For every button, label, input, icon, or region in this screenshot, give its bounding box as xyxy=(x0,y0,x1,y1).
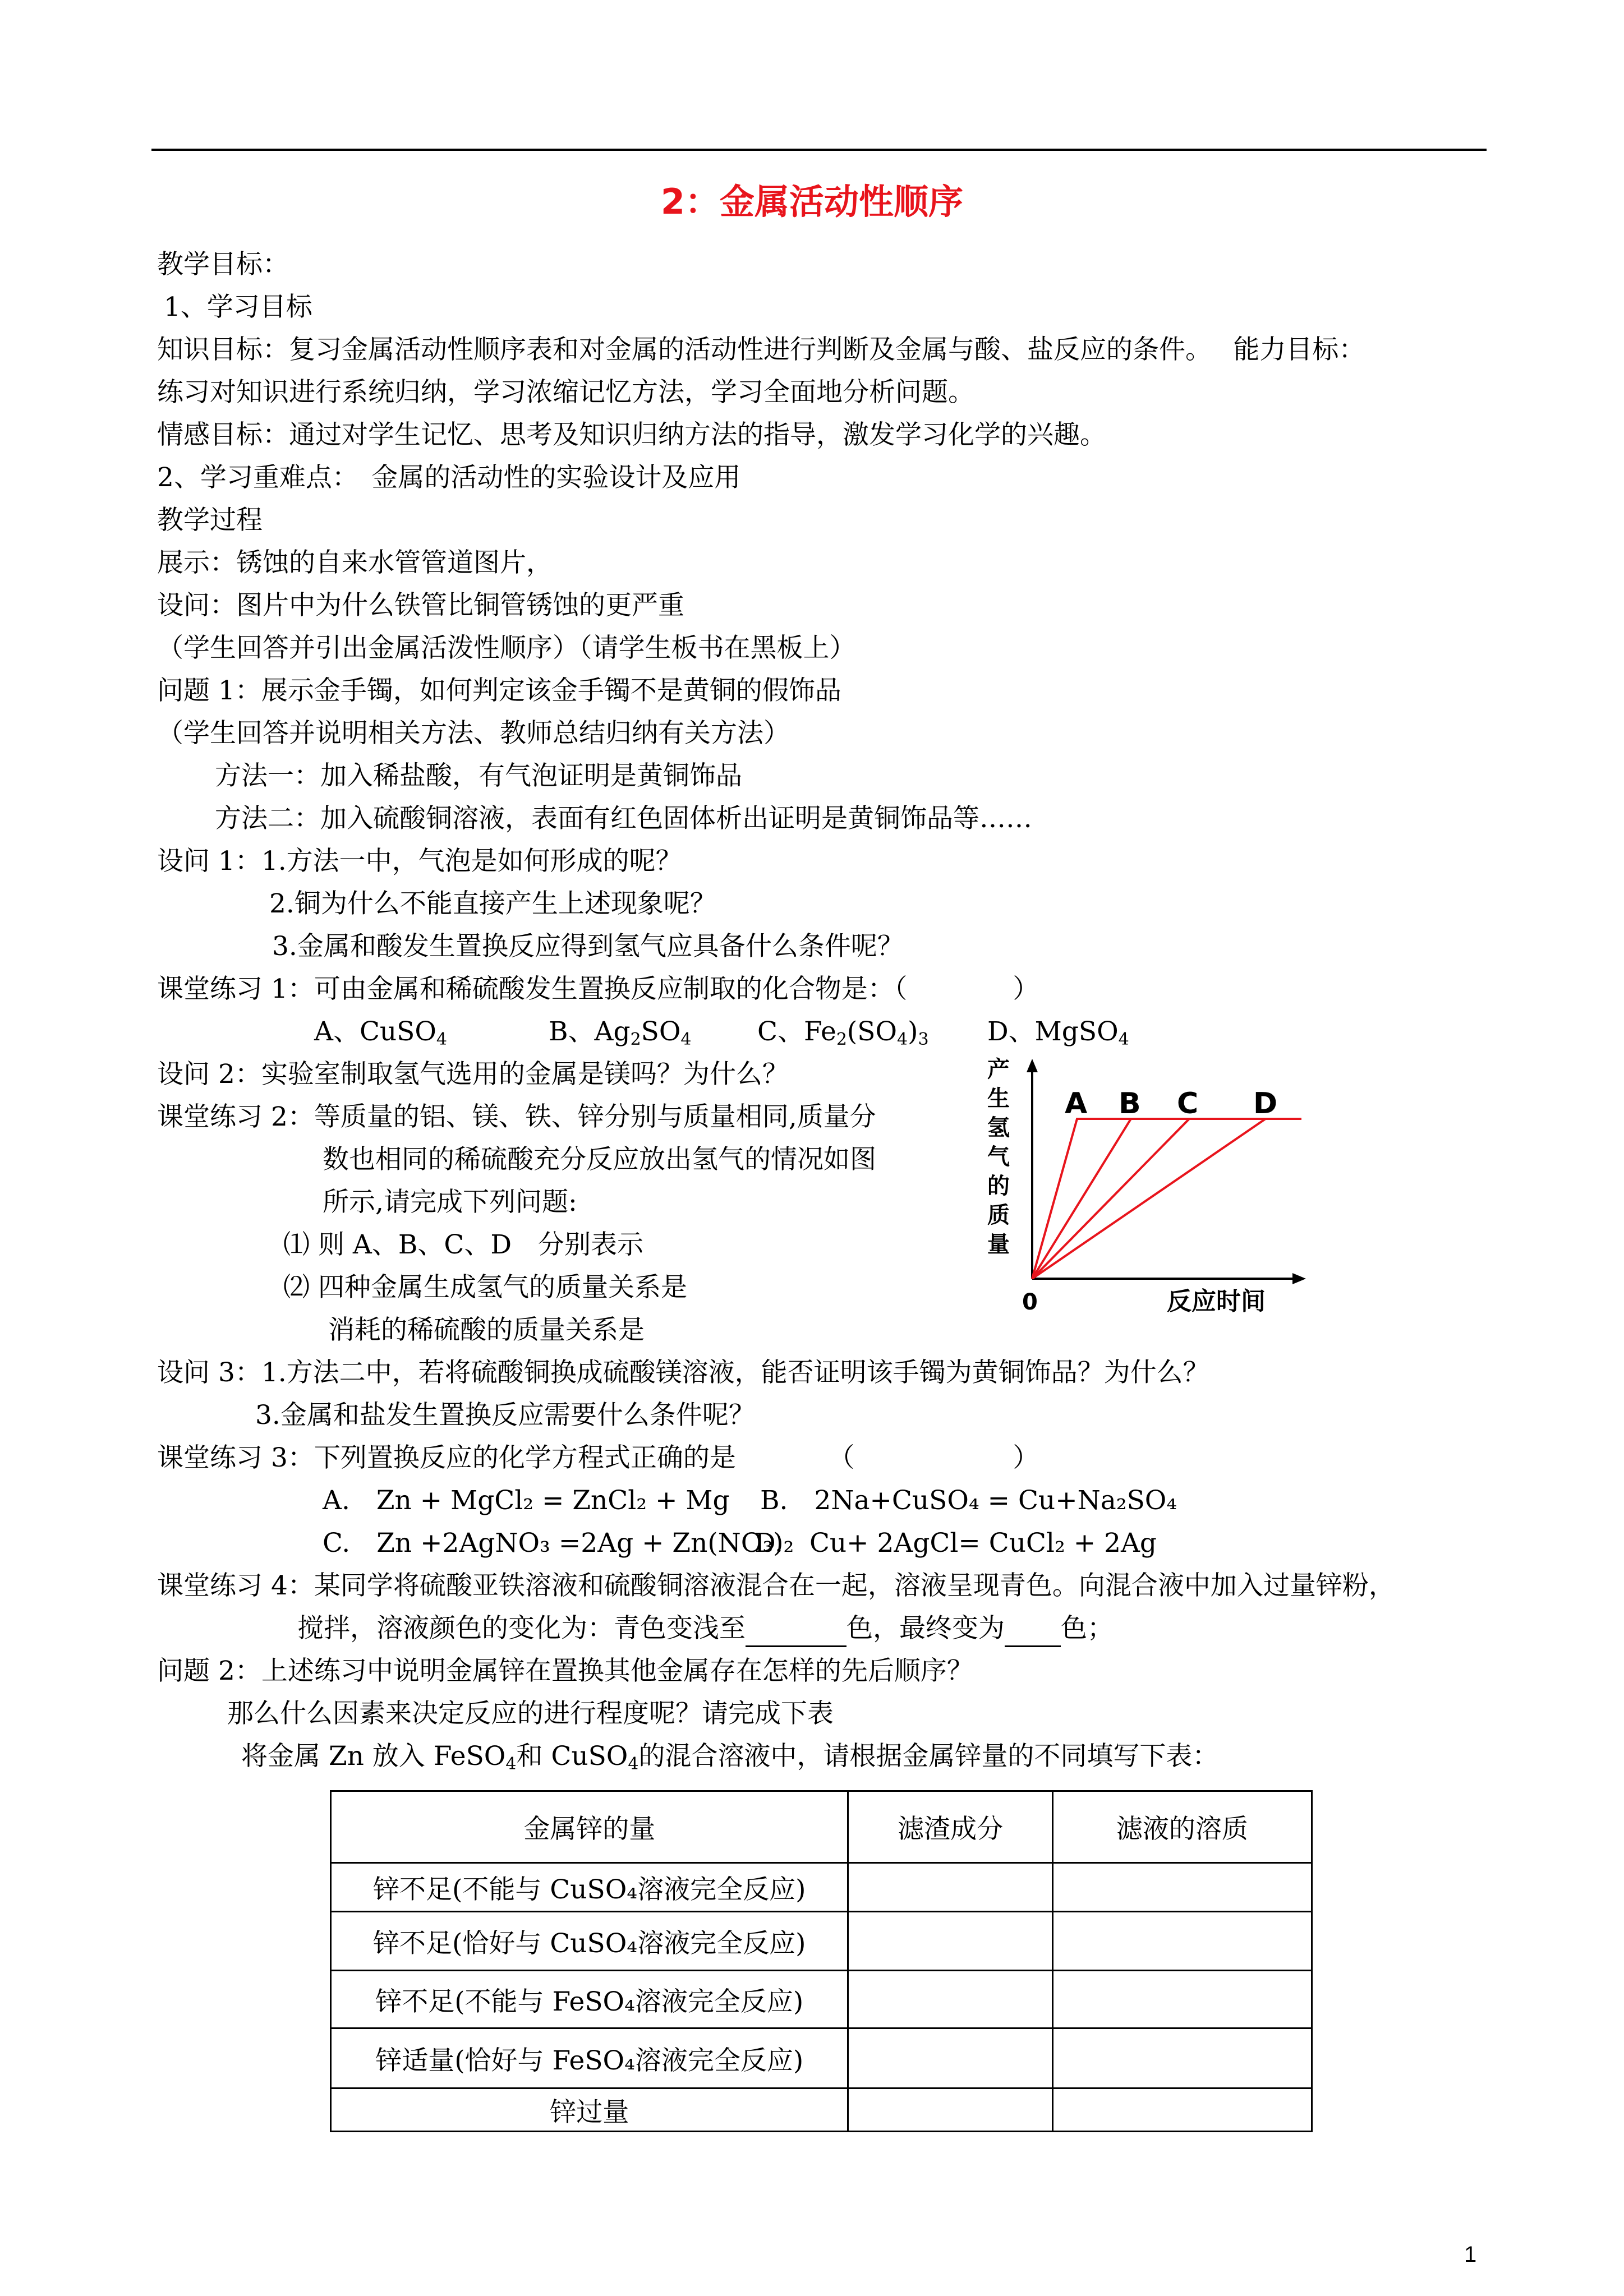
series-label-a: A xyxy=(1065,1087,1088,1121)
table-cell xyxy=(848,2028,1052,2088)
equation-d: D. Cu+ 2AgCl= CuCl₂ + 2Ag xyxy=(755,1528,1157,1559)
table-cell xyxy=(1052,2088,1312,2132)
option-d: D、MgSO$_4$ xyxy=(987,1016,1129,1049)
text-line: （学生回答并说明相关方法、教师总结归纳有关方法） xyxy=(157,718,790,749)
text-line: 方法二：加入硫酸铜溶液，表面有红色固体析出证明是黄铜饰品等…… xyxy=(215,803,1032,834)
series-label-d: D xyxy=(1253,1087,1278,1121)
page-number: 1 xyxy=(1464,2242,1477,2267)
y-axis-label-char: 氢 xyxy=(987,1115,1010,1141)
series-label-c: C xyxy=(1177,1087,1199,1121)
option-a: A、CuSO$_4$ xyxy=(314,1016,447,1049)
y-axis-label-char: 质 xyxy=(987,1202,1010,1228)
x-axis-arrow xyxy=(1292,1273,1306,1284)
series-line-c xyxy=(1032,1119,1301,1279)
text-line: 情感目标：通过对学生记忆、思考及知识归纳方法的指导，激发学习化学的兴趣。 xyxy=(157,419,1106,450)
text-line: ⑵ 四种金属生成氢气的质量关系是 xyxy=(283,1272,687,1303)
text-line: 问题 2：上述练习中说明金属锌在置换其他金属存在怎样的先后顺序？ xyxy=(157,1656,973,1686)
table-cell xyxy=(1052,2028,1312,2088)
text-line: 那么什么因素来决定反应的进行程度呢？请完成下表 xyxy=(227,1698,834,1729)
text-line: （学生回答并引出金属活泼性顺序）（请学生板书在黑板上） xyxy=(157,633,856,663)
text-line: 设问 1：1.方法一中，气泡是如何形成的呢？ xyxy=(157,846,682,877)
table-header: 滤渣成分 xyxy=(848,1791,1052,1863)
table-cell xyxy=(848,2088,1052,2132)
y-axis-label-char: 生 xyxy=(987,1086,1010,1112)
text-line: 方法一：加入稀盐酸，有气泡证明是黄铜饰品 xyxy=(215,760,742,791)
table-cell: 锌不足(恰好与 CuSO₄溶液完全反应) xyxy=(331,1912,848,1971)
table-cell: 锌不足(不能与 CuSO₄溶液完全反应) xyxy=(331,1863,848,1912)
table-cell xyxy=(848,1863,1052,1912)
text-line: 将金属 Zn 放入 FeSO$_4$和 CuSO$_4$的混合溶液中，请根据金属锌量的不同填写下表： xyxy=(241,1741,1219,1774)
table-cell: 锌不足(不能与 FeSO₄溶液完全反应) xyxy=(331,1971,848,2028)
text-line: 教学目标： xyxy=(157,249,289,280)
text-line: 数也相同的稀硫酸充分反应放出氢气的情况如图 xyxy=(323,1144,876,1175)
table-row xyxy=(331,1863,1312,1912)
table-cell xyxy=(1052,1971,1312,2028)
table-cell: 锌过量 xyxy=(331,2088,848,2132)
text-line: 搅拌，溶液颜色的变化为：青色变浅至 色，最终变为 色； xyxy=(297,1612,1114,1647)
equation-b: B. 2Na+CuSO₄ = Cu+Na₂SO₄ xyxy=(760,1485,1177,1516)
table-cell: 锌适量(恰好与 FeSO₄溶液完全反应) xyxy=(331,2028,848,2088)
y-axis-label xyxy=(987,1057,1010,1257)
text-line: 2、学习重难点： 金属的活动性的实验设计及应用 xyxy=(157,462,741,493)
text-line: 教学过程 xyxy=(157,505,263,536)
text-line: 练习对知识进行系统归纳，学习浓缩记忆方法，学习全面地分析问题。 xyxy=(157,377,974,408)
text-line: 3.金属和酸发生置换反应得到氢气应具备什么条件呢？ xyxy=(272,931,904,962)
table-cell xyxy=(1052,1863,1312,1912)
header-rule xyxy=(151,149,1487,151)
y-axis-label-char: 产 xyxy=(987,1057,1010,1082)
hydrogen-chart xyxy=(982,1054,1335,1329)
origin-label: 0 xyxy=(1022,1289,1038,1315)
table-row xyxy=(331,1971,1312,2028)
text-line: 课堂练习 1：可由金属和稀硫酸发生置换反应制取的化合物是：（ ） xyxy=(157,974,1039,1004)
text-line: ⑴ 则 A、B、C、D 分别表示 xyxy=(283,1229,644,1260)
text-line: 知识目标：复习金属活动性顺序表和对金属的活动性进行判断及金属与酸、盐反应的条件。 能力目标： xyxy=(157,334,1365,365)
table-header: 金属锌的量 xyxy=(331,1791,848,1863)
text-line: 问题 1：展示金手镯，如何判定该金手镯不是黄铜的假饰品 xyxy=(157,675,841,706)
series-label-b: B xyxy=(1119,1087,1141,1121)
table-cell xyxy=(848,1971,1052,2028)
table-cell xyxy=(848,1912,1052,1971)
table-row xyxy=(331,2088,1312,2132)
y-axis-arrow xyxy=(1027,1059,1038,1072)
y-axis-label-char: 量 xyxy=(987,1232,1010,1257)
table-row xyxy=(331,2028,1312,2088)
equation-c: C. Zn +2AgNO₃ =2Ag + Zn(NO₃)₂ xyxy=(323,1528,794,1559)
text-line: 课堂练习 3：下列置换反应的化学方程式正确的是 （ ） xyxy=(157,1442,1039,1473)
option-c: C、$Fe_2(SO_4)_3$ xyxy=(757,1016,929,1049)
table-header-row xyxy=(331,1791,1312,1863)
text-line: 消耗的稀硫酸的质量关系是 xyxy=(328,1315,645,1345)
text-line: 设问 2：实验室制取氢气选用的金属是镁吗？为什么？ xyxy=(157,1059,789,1090)
table-row xyxy=(331,1912,1312,1971)
y-axis-label-char: 气 xyxy=(987,1144,1010,1170)
y-axis-label-char: 的 xyxy=(987,1173,1010,1199)
text-line: 2.铜为什么不能直接产生上述现象呢？ xyxy=(269,888,716,919)
text-line: 设问 3：1.方法二中，若将硫酸铜换成硫酸镁溶液，能否证明该手镯为黄铜饰品？为什么？ xyxy=(157,1357,1209,1388)
text-line: 展示：锈蚀的自来水管管道图片， xyxy=(157,547,553,578)
text-line: 设问：图片中为什么铁管比铜管锈蚀的更严重 xyxy=(157,590,684,621)
page-title: 2：金属活动性顺序 xyxy=(660,181,964,222)
table-header: 滤液的溶质 xyxy=(1052,1791,1312,1863)
table-cell xyxy=(1052,1912,1312,1971)
text-line: 1、学习目标 xyxy=(164,292,312,322)
equation-a: A. Zn + MgCl₂ = ZnCl₂ + Mg xyxy=(323,1485,730,1516)
text-line: 课堂练习 4：某同学将硫酸亚铁溶液和硫酸铜溶液混合在一起，溶液呈现青色。向混合液中加入过量锌粉， xyxy=(157,1570,1395,1601)
text-line: 所示,请完成下列问题: xyxy=(323,1187,577,1218)
text-line: 3.金属和盐发生置换反应需要什么条件呢？ xyxy=(255,1400,755,1431)
x-axis-label: 反应时间 xyxy=(1167,1287,1266,1316)
text-line: 课堂练习 2：等质量的铝、镁、铁、锌分别与质量相同,质量分 xyxy=(157,1101,876,1132)
option-b: B、$Ag_2SO_4$ xyxy=(549,1016,692,1049)
zinc-table xyxy=(330,1790,1313,2132)
